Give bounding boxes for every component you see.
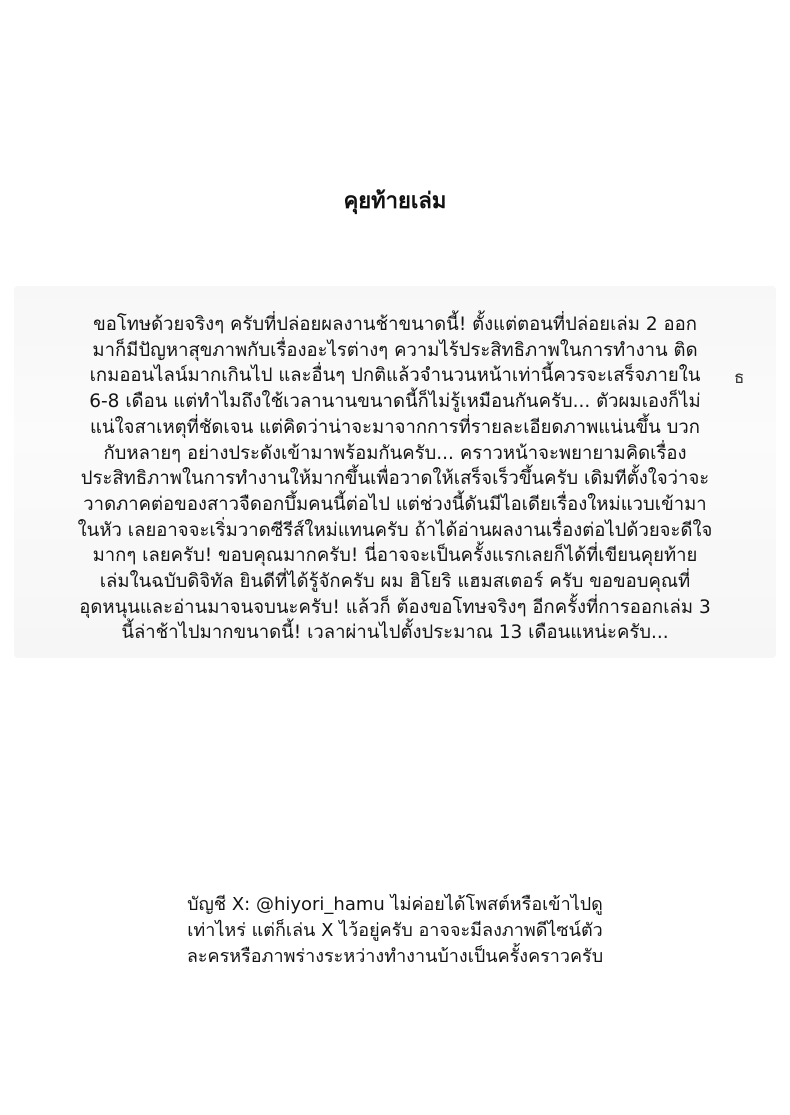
footer-line: เท่าไหร่ แต่ก็เล่น X ไว้อยู่ครับ อาจจะมีลงภาพดีไซน์ตัว [187,920,603,941]
page-title: คุยท้ายเล่ม [343,188,447,214]
body-line: ประสิทธิภาพในการทำงานให้มากขึ้นเพื่อวาดให้เสร็จเร็วขึ้นครับ เดิมทีตั้งใจว่าจะ [80,468,710,490]
body-line: ในหัว เลยอาจจะเริ่มวาดซีรีส์ใหม่แทนครับ ถ้าได้อ่านผลงานเรื่องต่อไปด้วยจะดีใจ [77,519,713,541]
afterword-body [0,312,790,646]
body-line: แน่ใจสาเหตุที่ชัดเจน แต่คิดว่าน่าจะมาจากการที่รายละเอียดภาพแน่นขึ้น บวก [90,416,700,438]
body-line: มาก็มีปัญหาสุขภาพกับเรื่องอะไรต่างๆ ความไร้ประสิทธิภาพในการทำงาน ติด [92,339,698,361]
body-line: 6-8 เดือน แต่ทำไมถึงใช้เวลานานขนาดนี้ก็ไม่รู้เหมือนกันครับ... ตัวผมเองก็ไม่ [89,391,701,413]
body-line: เล่มในฉบับดิจิทัล ยินดีที่ได้รู้จักครับ ผม ฮิโยริ แฮมสเตอร์ ครับ ขอขอบคุณที่ [99,571,691,593]
footer-line: ละครหรือภาพร่างระหว่างทำงานบ้างเป็นครั้งคราวครับ [186,946,604,967]
stray-mark: ธ [734,368,745,388]
body-line: กับหลายๆ อย่างประดังเข้ามาพร้อมกันครับ... คราวหน้าจะพยายามคิดเรื่อง [103,442,687,464]
author-social-note [0,892,790,970]
body-line: วาดภาคต่อของสาวจืดอกบึ้มคนนี้ต่อไป แต่ช่วงนี้ดันมีไอเดียเรื่องใหม่แวบเข้ามา [83,493,707,515]
body-line: นี้ล่าช้าไปมากขนาดนี้! เวลาผ่านไปตั้งประมาณ 13 เดือนแหน่ะครับ... [121,622,669,644]
body-line: ขอโทษด้วยจริงๆ ครับที่ปล่อยผลงานช้าขนาดนี้! ตั้งแต่ตอนที่ปล่อยเล่ม 2 ออก [93,314,697,335]
body-line: มากๆ เลยครับ! ขอบคุณมากครับ! นี่อาจจะเป็นครั้งแรกเลยก็ได้ที่เขียนคุยท้าย [92,545,698,567]
body-line: อุดหนุนและอ่านมาจนจบนะครับ! แล้วก็ ต้องขอโทษจริงๆ อีกครั้งที่การออกเล่ม 3 [79,596,711,618]
footer-line: บัญชี X: @hiyori_hamu ไม่ค่อยได้โพสต์หรือเข้าไปดู [187,894,603,915]
body-line: เกมออนไลน์มากเกินไป และอื่นๆ ปกติแล้วจำนวนหน้าเท่านี้ควรจะเสร็จภายใน [89,365,701,387]
